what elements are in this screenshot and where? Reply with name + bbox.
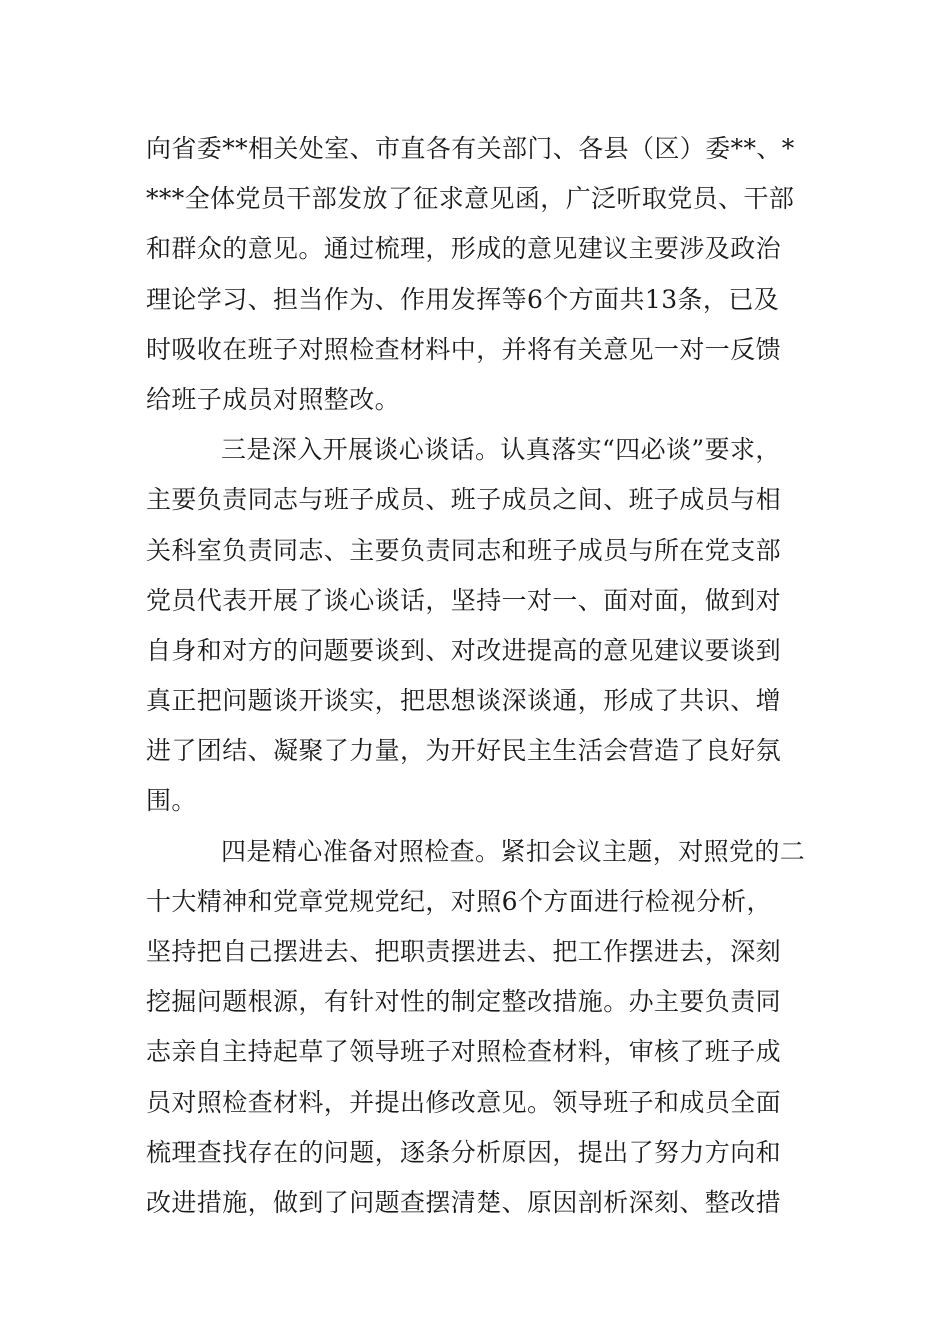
text-line: 党员代表开展了谈心谈话，坚持一对一、面对面，做到对 — [146, 585, 782, 615]
text-line: 坚持把自己摆进去、把职责摆进去、把工作摆进去，深刻 — [146, 937, 782, 966]
text-line: 挖掘问题根源，有针对性的制定整改措施。办主要负责同 — [146, 987, 782, 1017]
text-line: 关科室负责同志、主要负责同志和班子成员与所在党支部 — [146, 535, 782, 565]
text-line: 十大精神和党章党规党纪，对照6个方面进行检视分析， — [146, 886, 772, 916]
text-line: 真正把问题谈开谈实，把思想谈深谈通，形成了共识、增 — [146, 686, 782, 716]
text-line: 改进措施，做到了问题查摆清楚、原因剖析深刻、整改措 — [146, 1187, 782, 1217]
text-line: 自身和对方的问题要谈到、对改进提高的意见建议要谈到 — [146, 635, 782, 665]
text-line: 和群众的意见。通过梳理，形成的意见建议主要涉及政治 — [146, 234, 782, 264]
paragraph-start-line: 三是深入开展谈心谈话。认真落实“四必谈”要求， — [221, 435, 781, 465]
text-line: 围。 — [146, 786, 197, 816]
text-line: 理论学习、担当作为、作用发挥等6个方面共13条，已及 — [146, 284, 780, 314]
body-text — [146, 124, 816, 1228]
text-line: 给班子成员对照整改。 — [146, 384, 401, 414]
paragraph-start-line: 四是精心准备对照检查。紧扣会议主题，对照党的二 — [221, 836, 806, 866]
text-line: 梳理查找存在的问题，逐条分析原因，提出了努力方向和 — [146, 1137, 782, 1167]
text-line: 志亲自主持起草了领导班子对照检查材料，审核了班子成 — [146, 1037, 782, 1067]
text-line: 时吸收在班子对照检查材料中，并将有关意见一对一反馈 — [146, 334, 782, 364]
text-line: 主要负责同志与班子成员、班子成员之间、班子成员与相 — [146, 485, 782, 515]
text-line: 员对照检查材料，并提出修改意见。领导班子和成员全面 — [146, 1087, 782, 1117]
text-line: 向省委**相关处室、市直各有关部门、各县（区）委**、* — [146, 134, 795, 163]
text-line: 进了团结、凝聚了力量，为开好民主生活会营造了良好氛 — [146, 736, 782, 766]
text-line: ***全体党员干部发放了征求意见函，广泛听取党员、干部 — [146, 184, 795, 214]
